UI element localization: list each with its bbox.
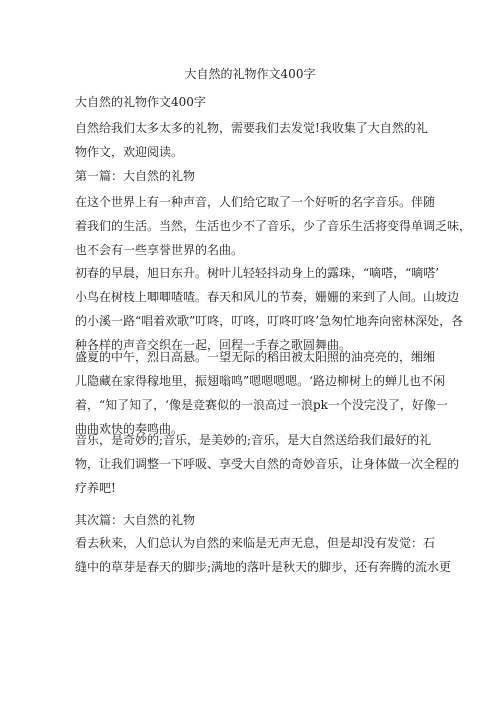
section-heading-second: 其次篇：大自然的礼物 (75, 513, 196, 527)
subtitle-paragraph: 大自然的礼物作文400字 (75, 95, 206, 109)
body-paragraph: 初春的早晨，旭日东升。树叶儿轻轻抖动身上的露珠，“嘀嗒，“嘀嗒’ 小鸟在树枝上唧唧喳喳。春天和风儿的节奏，姗姗的来到了人间。山坡边 的小溪一路“唱着欢歌”叮咚，叮咚，叮咚叮咚’急匆忙地奔向密林深处，各 种各样的声音交织在一起，回程一手春之歌圆舞曲。 (75, 266, 464, 352)
body-paragraph: 盛夏的中午，烈日高悬。一望无际的稻田被太阳照的油亮亮的，缃缃 儿隐藏在家得稼地里，振翅嗡鸣”嗯嗯嗯嗯。‘路边柳树上的蝉儿也不闲 着，“知了知了，‘像是竞赛似的一浪高过一浪pk一个没完没了，好像一 曲曲欢快的奏鸣曲。 (75, 350, 448, 436)
intro-paragraph: 自然给我们太多太多的礼物，需要我们去发觉!我收集了大自然的礼 物作文，欢迎阅读。 (75, 121, 428, 159)
body-paragraph: 音乐，是奇妙的;音乐，是美妙的;音乐，是大自然送给我们最好的礼 物，让我们调整一下呼吸、享受大自然的奇妙音乐，让身体做一次全程的 疗养吧! (75, 433, 460, 495)
body-paragraph: 在这个世界上有一种声音，人们给它取了一个好听的名字音乐。伴随 着我们的生活。当然，生活也少不了音乐，少了音乐生活将变得单调乏味， 也不会有一些享誉世界的名曲。 (75, 195, 472, 257)
body-paragraph: 看去秋来，人们总认为自然的来临是无声无息，但是却没有发觉：石 缝中的草芽是春天的脚步;满地的落叶是秋天的脚步，还有奔腾的流水更 (75, 536, 452, 574)
section-heading-first: 第一篇：大自然的礼物 (75, 169, 196, 183)
document-title: 大自然的礼物作文400字 (184, 67, 316, 81)
